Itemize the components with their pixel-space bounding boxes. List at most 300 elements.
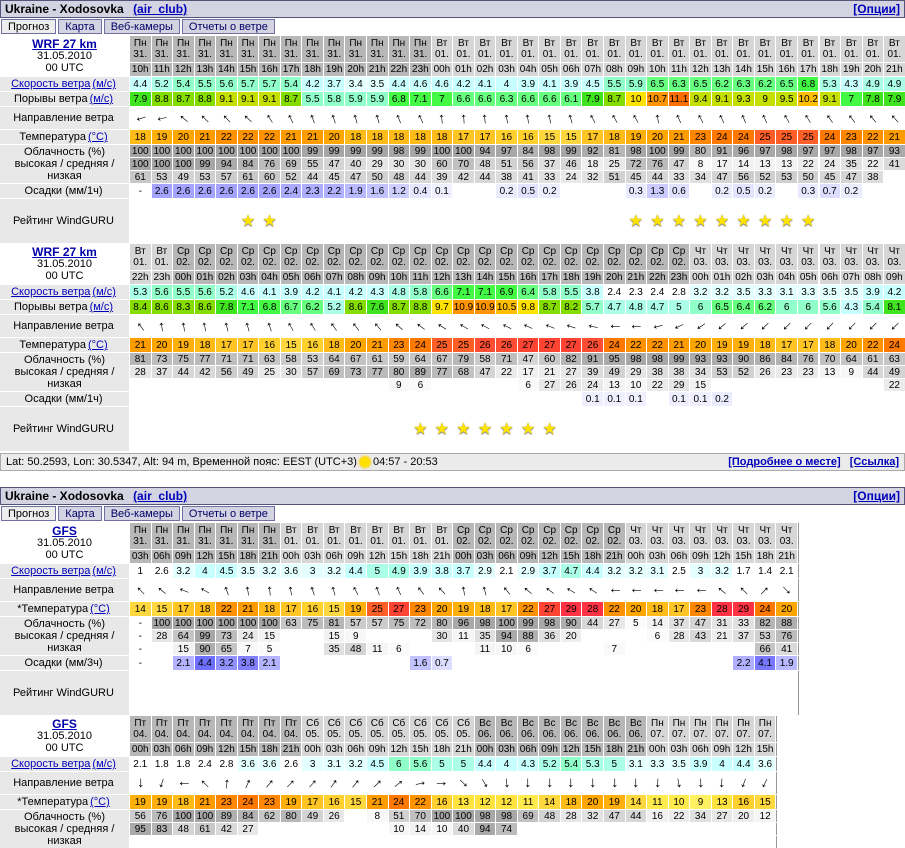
wind-direction-cell bbox=[389, 107, 410, 129]
wind-gusts-cell: 8.7 bbox=[389, 300, 410, 314]
temperature-cell: 21 bbox=[669, 338, 690, 352]
wind-direction-cell bbox=[539, 579, 560, 601]
hour-cell: 06h bbox=[304, 272, 321, 283]
wind-speed-unit-link[interactable]: (м/с) bbox=[92, 286, 116, 298]
wind-direction-arrow-icon: ↑ bbox=[565, 108, 578, 128]
rating-cell bbox=[367, 671, 388, 715]
rating-star-icon: ★ bbox=[477, 421, 493, 438]
wind-direction-arrow-icon: ↑ bbox=[477, 773, 493, 793]
forecast-row bbox=[0, 145, 905, 183]
day-date: 03. bbox=[715, 257, 729, 268]
wind-direction-cell bbox=[712, 315, 733, 337]
wind-speed-cell: 5.6 bbox=[195, 285, 216, 299]
day-date: 02. bbox=[456, 257, 471, 268]
cloud-high-cell: 48 bbox=[539, 810, 560, 822]
hour-cell: 18h bbox=[433, 744, 451, 755]
site-link[interactable]: (air_club) bbox=[133, 2, 188, 16]
cloud-mid-cell: 22 bbox=[798, 158, 819, 170]
hour-cell: 23h bbox=[670, 272, 688, 283]
day-date: 05. bbox=[348, 729, 363, 740]
wind-speed-cell: 4.2 bbox=[453, 77, 474, 91]
rating-cell bbox=[755, 407, 776, 451]
day-name: Ср bbox=[500, 525, 513, 536]
wind-speed-unit-link[interactable]: (м/с) bbox=[92, 565, 116, 577]
wind-direction-arrow-icon: ↑ bbox=[653, 774, 662, 792]
cloud-low-cell: 33 bbox=[669, 171, 690, 183]
cloud-high-cell: 34 bbox=[690, 810, 711, 822]
temperature-cell: 19 bbox=[626, 130, 647, 144]
rating-cell bbox=[518, 199, 539, 243]
precipitation-cell: 2.3 bbox=[302, 184, 323, 198]
wind-speed-cell: 3.3 bbox=[647, 757, 668, 771]
day-cell bbox=[216, 244, 237, 270]
cloud-mid-cell bbox=[582, 630, 603, 642]
cloud-mid-cell: 21 bbox=[712, 630, 733, 642]
day-name: Вт bbox=[307, 525, 319, 536]
wind-speed-unit-link[interactable]: (м/с) bbox=[92, 78, 116, 90]
wind-direction-cell bbox=[367, 315, 388, 337]
temperature-cell: 27 bbox=[539, 602, 560, 616]
wind-direction-arrow-icon: ↑ bbox=[454, 318, 473, 334]
wind-speed-label bbox=[0, 285, 129, 299]
wind-direction-arrow-icon: ↑ bbox=[737, 773, 750, 793]
day-date: 01. bbox=[434, 536, 449, 547]
wind-direction-cell bbox=[453, 107, 474, 129]
precipitation-cell bbox=[690, 184, 711, 198]
cloud-low-cell: 10 bbox=[496, 643, 517, 655]
model-link[interactable]: GFS bbox=[52, 524, 77, 538]
day-name: Вт bbox=[565, 38, 577, 49]
forecast-row bbox=[0, 810, 905, 848]
wind-gusts-cell: 8.7 bbox=[539, 300, 560, 314]
day-name: Вт bbox=[781, 38, 793, 49]
cloud-mid-cell: 13 bbox=[820, 366, 841, 378]
cloud-high-cell: 99 bbox=[302, 145, 323, 157]
day-date: 01. bbox=[628, 49, 643, 60]
wind-direction-cell bbox=[302, 579, 323, 601]
tab-forecast[interactable]: Прогноз bbox=[1, 506, 56, 521]
wind-direction-cell bbox=[820, 315, 841, 337]
rating-cell bbox=[324, 671, 345, 715]
day-name: Вс bbox=[500, 718, 513, 729]
cloud-high-cell: 98 bbox=[475, 810, 496, 822]
cloud-mid-cell: 99 bbox=[195, 630, 216, 642]
day-date: 04. bbox=[154, 729, 169, 740]
forecast-row bbox=[0, 671, 905, 715]
wind-direction-cell bbox=[647, 772, 668, 794]
cloud-high-cell: 90 bbox=[733, 353, 754, 365]
wind-direction-arrow-icon: ↑ bbox=[178, 316, 189, 336]
day-cell bbox=[389, 36, 410, 62]
rating-cell bbox=[733, 671, 754, 715]
wind-direction-cell bbox=[453, 579, 474, 601]
day-date: 01. bbox=[327, 536, 342, 547]
day-date: 02. bbox=[413, 257, 428, 268]
day-name: Вс bbox=[608, 718, 621, 729]
day-date: 01. bbox=[133, 257, 148, 268]
wind-speed-link[interactable]: Скорость ветра bbox=[11, 286, 91, 298]
options-link[interactable]: [Опции] bbox=[853, 489, 900, 503]
temperature-cell: 15 bbox=[152, 602, 173, 616]
wind-direction-arrow-icon: ↑ bbox=[524, 774, 532, 792]
cloud-high-cell: 61 bbox=[367, 353, 388, 365]
wind-speed-cell: 3.9 bbox=[561, 77, 582, 91]
rating-cell bbox=[152, 407, 173, 451]
day-cell bbox=[324, 36, 345, 62]
cloud-high-cell: 97 bbox=[755, 145, 776, 157]
rating-cell bbox=[755, 199, 776, 243]
cloud-low-cell: 48 bbox=[389, 171, 410, 183]
cloud-mid-cell: 77 bbox=[432, 366, 453, 378]
tab-wind-reports[interactable]: Отчеты о ветре bbox=[182, 19, 275, 34]
temperature-cell: 26 bbox=[582, 338, 603, 352]
precipitation-cell bbox=[604, 656, 625, 670]
model-link[interactable]: WRF 27 km bbox=[32, 37, 97, 51]
rating-star-icon: ★ bbox=[757, 213, 773, 230]
day-name: Вт bbox=[824, 38, 836, 49]
day-name: Пт bbox=[263, 718, 276, 729]
wind-direction-arrow-icon: ↑ bbox=[691, 318, 710, 334]
precipitation-cell: 4.4 bbox=[195, 656, 216, 670]
temperature-cell: 21 bbox=[367, 795, 388, 809]
temperature-cell: 18 bbox=[195, 338, 216, 352]
day-name: Вс bbox=[522, 718, 534, 729]
location-footer bbox=[0, 453, 905, 471]
temperature-cell: 18 bbox=[259, 602, 280, 616]
rating-cell bbox=[410, 199, 431, 243]
cloud-high-cell: 44 bbox=[626, 810, 647, 822]
cloud-low-cell: 6 bbox=[518, 643, 539, 655]
day-name: Ср bbox=[263, 246, 276, 257]
hour-cell: 02h bbox=[218, 272, 235, 283]
temperature-cell: 22 bbox=[238, 130, 259, 144]
wind-gusts-cell: 4.7 bbox=[604, 300, 625, 314]
wind-direction-cell bbox=[712, 772, 733, 794]
temperature-cell: 17 bbox=[798, 338, 819, 352]
rating-cell bbox=[496, 199, 517, 243]
wind-gusts-cell: 4.3 bbox=[841, 300, 862, 314]
temperature-cell: 19 bbox=[345, 602, 366, 616]
cloud-cover-title: Облачность (%) bbox=[23, 146, 105, 158]
rating-cell bbox=[690, 671, 711, 715]
temperature-cell: 22 bbox=[863, 130, 884, 144]
rating-cell bbox=[626, 407, 647, 451]
precipitation-cell bbox=[475, 184, 496, 198]
wind-speed-cell: 5.4 bbox=[281, 77, 302, 91]
hour-cell: 14h bbox=[735, 64, 752, 75]
precipitation-cell: 0.1 bbox=[604, 392, 625, 406]
day-cell bbox=[626, 523, 647, 549]
wind-speed-cell: 3.3 bbox=[755, 285, 776, 299]
cloud-low-cell: 52 bbox=[281, 171, 302, 183]
hour-cell: 00h bbox=[649, 744, 666, 755]
rating-cell bbox=[712, 671, 733, 715]
temperature-unit-link[interactable]: (°C) bbox=[87, 131, 108, 143]
temperature-cell: 27 bbox=[389, 602, 410, 616]
cloud-mid-cell: 56 bbox=[216, 366, 237, 378]
temperature-cell: 17 bbox=[453, 130, 474, 144]
cloud-low-cell bbox=[173, 836, 194, 848]
hour-cell: 04h bbox=[261, 272, 278, 283]
cloud-mid-cell: 48 bbox=[173, 823, 194, 835]
wind-speed-cell: 4.9 bbox=[863, 77, 884, 91]
temperature-cell: 12 bbox=[475, 795, 496, 809]
cloud-high-cell: 31 bbox=[712, 617, 733, 629]
wind-direction-label: Направление ветра bbox=[0, 579, 129, 601]
cloud-low-cell bbox=[755, 836, 776, 848]
cloud-mid-cell: 29 bbox=[367, 158, 388, 170]
wind-gusts-cell: 5.2 bbox=[324, 300, 345, 314]
wind-speed-link[interactable]: Скорость ветра bbox=[11, 758, 91, 770]
hour-cell: 21h bbox=[368, 64, 386, 75]
wind-speed-link[interactable]: Скорость ветра bbox=[11, 565, 91, 577]
temperature-cell: 20 bbox=[626, 602, 647, 616]
day-date: 01. bbox=[564, 49, 579, 60]
cloud-mid-cell bbox=[367, 630, 388, 642]
cloud-low-cell bbox=[453, 643, 474, 655]
forecast-row bbox=[0, 36, 905, 76]
wind-gusts-cell: 5.9 bbox=[345, 92, 366, 106]
day-name: Вс bbox=[586, 718, 599, 729]
cloud-low-cell: 41 bbox=[776, 643, 797, 655]
rating-cell bbox=[130, 407, 151, 451]
cloud-mid-cell bbox=[302, 630, 323, 642]
cloud-mid-cell: 20 bbox=[561, 630, 582, 642]
precipitation-cell bbox=[281, 656, 302, 670]
day-date: 07. bbox=[671, 729, 686, 740]
wind-direction-arrow-icon: ↑ bbox=[437, 109, 447, 127]
wind-speed-cell: 5.5 bbox=[195, 77, 216, 91]
wind-direction-cell bbox=[626, 315, 647, 337]
day-name: Ср bbox=[435, 246, 449, 257]
day-name: Пн bbox=[241, 525, 255, 536]
wind-direction-arrow-icon: ↑ bbox=[261, 108, 278, 128]
wind-gusts-cell: 10.7 bbox=[647, 93, 668, 105]
wind-gusts-cell: 8.7 bbox=[173, 92, 194, 106]
wind-direction-arrow-icon: ↑ bbox=[669, 319, 689, 333]
precipitation-cell bbox=[884, 392, 905, 406]
hour-cell: 20h bbox=[347, 64, 365, 75]
wind-speed-link[interactable]: Скорость ветра bbox=[11, 78, 91, 90]
temperature-cell: 20 bbox=[776, 602, 797, 616]
cloud-high-cell: 100 bbox=[153, 617, 171, 629]
hour-cell: 00h bbox=[433, 64, 451, 75]
wind-gusts-unit-link[interactable]: (м/с) bbox=[89, 301, 114, 313]
tab-map[interactable]: Карта bbox=[58, 506, 101, 521]
temperature-cell: 22 bbox=[216, 602, 237, 616]
day-date: 02. bbox=[241, 257, 255, 268]
cloud-high-cell: 100 bbox=[196, 810, 214, 822]
wind-speed-cell: 4.8 bbox=[389, 285, 410, 299]
cloud-high-cell: 100 bbox=[131, 145, 149, 157]
hour-cell: 21h bbox=[778, 551, 795, 562]
cloud-mid-cell: 6 bbox=[647, 630, 668, 642]
day-date: 01. bbox=[284, 536, 299, 547]
precipitation-cell bbox=[238, 392, 259, 406]
hour-cell: 15h bbox=[218, 551, 235, 562]
precipitation-cell: 2.6 bbox=[173, 184, 194, 198]
forecast-row bbox=[0, 392, 905, 406]
cloud-mid-cell: 55 bbox=[302, 158, 323, 170]
rating-cell bbox=[410, 671, 431, 715]
cloud-low-cell bbox=[712, 643, 733, 655]
precipitation-cell bbox=[776, 184, 797, 198]
day-name: Пн bbox=[155, 38, 169, 49]
cloud-high-cell: 100 bbox=[239, 617, 257, 629]
hour-cell: 15h bbox=[412, 744, 429, 755]
precipitation-cell: 0.6 bbox=[669, 184, 690, 198]
day-name: Чт bbox=[716, 246, 728, 257]
temperature-cell: 19 bbox=[712, 338, 733, 352]
wind-gusts-cell: 6.8 bbox=[259, 300, 280, 314]
site-link[interactable]: (air_club) bbox=[133, 489, 188, 503]
day-name: Вт bbox=[673, 38, 685, 49]
model-link[interactable]: WRF 27 km bbox=[32, 245, 97, 259]
day-cell bbox=[130, 716, 151, 742]
cloud-mid-cell: 14 bbox=[733, 158, 754, 170]
wind-direction-cell bbox=[582, 315, 603, 337]
precipitation-cell bbox=[496, 392, 517, 406]
temperature-unit-link[interactable]: (°C) bbox=[90, 603, 110, 615]
day-cell bbox=[798, 244, 819, 270]
day-date: 01. bbox=[693, 49, 708, 60]
hour-cell: 16h bbox=[519, 272, 537, 283]
day-name: Ср bbox=[241, 246, 255, 257]
day-cell bbox=[518, 716, 539, 742]
wind-direction-arrow-icon: ↑ bbox=[196, 109, 214, 127]
wind-direction-arrow-icon: ↑ bbox=[327, 108, 341, 128]
rating-cell bbox=[841, 199, 862, 243]
wind-gusts-cell: 9.1 bbox=[259, 92, 280, 106]
day-date: 03. bbox=[822, 257, 837, 268]
tab-map[interactable]: Карта bbox=[58, 19, 101, 34]
day-name: Ср bbox=[586, 525, 600, 536]
tab-webcams[interactable]: Веб-камеры bbox=[104, 19, 180, 34]
wind-direction-cell bbox=[863, 107, 884, 129]
day-cell bbox=[582, 716, 603, 742]
wind-direction-cell bbox=[302, 107, 323, 129]
rating-cell bbox=[755, 671, 776, 715]
cloud-low-cell bbox=[152, 379, 173, 391]
cloud-mid-cell bbox=[712, 823, 733, 835]
day-cell bbox=[539, 716, 560, 742]
wind-direction-cell bbox=[130, 315, 151, 337]
temperature-cell: 14 bbox=[130, 602, 151, 616]
wind-direction-cell bbox=[841, 315, 862, 337]
cloud-mid-cell: 69 bbox=[281, 158, 302, 170]
day-cell bbox=[582, 244, 603, 270]
day-cell bbox=[367, 716, 388, 742]
wind-speed-cell: 4.6 bbox=[238, 285, 259, 299]
temperature-cell: 19 bbox=[453, 602, 474, 616]
tab-forecast[interactable]: Прогноз bbox=[1, 19, 56, 34]
wind-speed-cell: 5.6 bbox=[216, 77, 237, 91]
wind-speed-unit-link[interactable]: (м/с) bbox=[92, 758, 116, 770]
wind-direction-cell bbox=[496, 107, 517, 129]
model-link[interactable]: GFS bbox=[52, 717, 77, 731]
spot-details-link[interactable]: [Подробнее о месте] bbox=[728, 456, 841, 468]
precipitation-cell: 3.2 bbox=[216, 656, 237, 670]
cloud-low-cell: 22 bbox=[647, 379, 668, 391]
wind-direction-cell bbox=[690, 772, 711, 794]
hour-cell: 20h bbox=[605, 272, 623, 283]
day-cell bbox=[776, 36, 797, 62]
day-name: Вт bbox=[716, 38, 728, 49]
temperature-cell: 22 bbox=[518, 602, 539, 616]
wind-direction-arrow-icon: ↑ bbox=[368, 317, 386, 335]
day-name: Ср bbox=[198, 246, 212, 257]
cloud-cover-title: Облачность (%) bbox=[23, 354, 105, 366]
cloud-mid-cell bbox=[626, 630, 647, 642]
wind-direction-arrow-icon: ↑ bbox=[389, 317, 408, 335]
precipitation-cell: 0.1 bbox=[690, 392, 711, 406]
cloud-high-cell: 27 bbox=[712, 810, 733, 822]
wind-gusts-cell: 7.9 bbox=[884, 92, 905, 106]
precipitation-cell bbox=[539, 392, 560, 406]
day-name: Ср bbox=[306, 246, 320, 257]
tab-webcams[interactable]: Веб-камеры bbox=[104, 506, 180, 521]
wind-direction-cell bbox=[798, 315, 819, 337]
day-date: 04. bbox=[284, 729, 299, 740]
wind-direction-arrow-icon: ↑ bbox=[864, 109, 882, 127]
wind-direction-cell bbox=[216, 315, 237, 337]
cloud-low-cell: 13 bbox=[604, 379, 625, 391]
cloud-low-cell bbox=[733, 836, 754, 848]
temperature-unit-link[interactable]: (°C) bbox=[87, 339, 108, 351]
day-name: Вт bbox=[328, 525, 340, 536]
share-link[interactable]: [Ссылка] bbox=[849, 456, 899, 468]
cloud-low-cell bbox=[281, 643, 302, 655]
wind-speed-cell: 4.4 bbox=[733, 757, 754, 771]
precipitation-cell bbox=[669, 656, 690, 670]
day-name: Ср bbox=[564, 525, 578, 536]
tab-wind-reports[interactable]: Отчеты о ветре bbox=[182, 506, 275, 521]
cloud-low-cell: 6 bbox=[410, 379, 431, 391]
options-link[interactable]: [Опции] bbox=[853, 2, 900, 16]
temperature-cell: 24 bbox=[410, 338, 431, 352]
hour-cell: 13h bbox=[455, 272, 472, 283]
cloud-high-cell: 63 bbox=[259, 353, 280, 365]
cloud-high-cell: 32 bbox=[582, 810, 603, 822]
wind-gusts-cell: 6.3 bbox=[496, 92, 517, 106]
day-cell bbox=[647, 36, 668, 62]
wind-direction-cell bbox=[389, 315, 410, 337]
wind-speed-cell: 5.3 bbox=[130, 285, 151, 299]
day-name: Пн bbox=[694, 718, 707, 729]
forecast-table bbox=[0, 523, 905, 715]
cloud-high-cell: 69 bbox=[518, 810, 539, 822]
wind-gusts-unit-link[interactable]: (м/с) bbox=[89, 93, 114, 105]
wind-direction-arrow-icon: ↑ bbox=[518, 319, 538, 333]
wind-speed-cell: 2.9 bbox=[518, 564, 539, 578]
hour-cell: 04h bbox=[778, 272, 795, 283]
day-date: 01. bbox=[671, 49, 686, 60]
cloud-mid-cell: 43 bbox=[690, 630, 711, 642]
temperature-cell: 16 bbox=[259, 338, 280, 352]
wind-direction-arrow-icon: ↑ bbox=[713, 317, 731, 335]
precipitation-cell: - bbox=[130, 656, 151, 670]
precipitation-cell bbox=[453, 184, 474, 198]
rating-label: Рейтинг WindGURU bbox=[0, 671, 129, 715]
temperature-unit-link[interactable]: (°C) bbox=[90, 796, 110, 808]
cloud-high-cell: 64 bbox=[324, 353, 345, 365]
wind-gusts-label: Порывы ветра (м/с) bbox=[0, 300, 129, 314]
day-cell bbox=[561, 244, 582, 270]
title-bar bbox=[0, 487, 905, 505]
hour-cell: 12h bbox=[218, 744, 235, 755]
cloud-high-cell: 100 bbox=[218, 617, 235, 629]
wind-direction-arrow-icon: ↑ bbox=[131, 581, 149, 599]
